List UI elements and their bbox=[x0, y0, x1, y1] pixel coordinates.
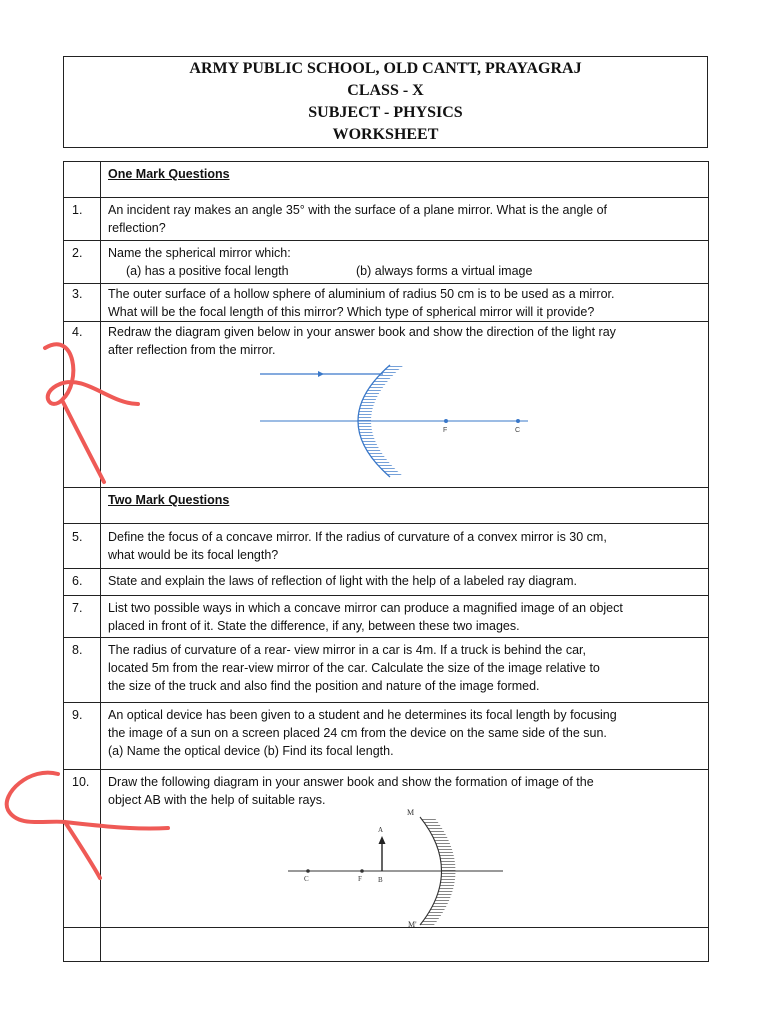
school-name: ARMY PUBLIC SCHOOL, OLD CANTT, PRAYAGRAJ bbox=[189, 60, 582, 77]
table-row bbox=[64, 703, 709, 770]
question-text: what would be its focal length? bbox=[108, 548, 279, 562]
question-text: What will be the focal length of this mirror? Which type of spherical mirror will it provide? bbox=[108, 305, 595, 319]
question-number: 9. bbox=[64, 703, 101, 770]
question-number: 3. bbox=[64, 284, 101, 322]
worksheet-title: WORKSHEET bbox=[332, 126, 439, 143]
option-b: (b) always forms a virtual image bbox=[356, 264, 533, 278]
focus-label: F bbox=[358, 875, 362, 883]
question-text: (a) Name the optical device (b) Find its focal length. bbox=[108, 744, 394, 758]
table-row bbox=[64, 488, 709, 524]
table-row bbox=[64, 322, 709, 488]
subject-title: SUBJECT - PHYSICS bbox=[308, 104, 463, 121]
question-number: 8. bbox=[64, 638, 101, 703]
question-number: 4. bbox=[64, 322, 101, 488]
question-text: An incident ray makes an angle 35° with the surface of a plane mirror. What is the angle of bbox=[108, 203, 608, 217]
question-text: Redraw the diagram given below in your answer book and show the direction of the light ray bbox=[108, 325, 616, 339]
question-text: reflection? bbox=[108, 221, 166, 235]
question-text: Define the focus of a concave mirror. If the radius of curvature of a convex mirror is 30 cm, bbox=[108, 530, 607, 544]
question-text: placed in front of it. State the difference, if any, between these two images. bbox=[108, 619, 520, 633]
question-number: 10. bbox=[64, 770, 101, 928]
question-number: 6. bbox=[64, 569, 101, 596]
section-title-one-mark: One Mark Questions bbox=[108, 167, 230, 181]
question-text: The outer surface of a hollow sphere of aluminium of radius 50 cm is to be used as a mirror. bbox=[108, 287, 615, 301]
table-row bbox=[64, 524, 709, 569]
question-text: State and explain the laws of reflection of light with the help of a labeled ray diagram. bbox=[108, 574, 578, 588]
question-text: located 5m from the rear-view mirror of the car. Calculate the size of the image relative to bbox=[108, 661, 600, 675]
class-title: CLASS - X bbox=[347, 82, 424, 99]
focus-label: F bbox=[443, 427, 448, 434]
question-number: 1. bbox=[64, 198, 101, 241]
object-label-a: A bbox=[378, 826, 384, 834]
table-row bbox=[64, 241, 709, 284]
question-text: An optical device has been given to a student and he determines its focal length by focusing bbox=[108, 708, 617, 722]
question-text: after reflection from the mirror. bbox=[108, 343, 276, 357]
mirror-label-m: M bbox=[407, 809, 415, 817]
object-label-b: B bbox=[378, 876, 383, 884]
table-row bbox=[64, 596, 709, 638]
table-row bbox=[64, 928, 709, 962]
question-text: List two possible ways in which a concave mirror can produce a magnified image of an object bbox=[108, 601, 623, 615]
ray-arrow-icon bbox=[318, 371, 324, 377]
table-row bbox=[64, 162, 709, 198]
table-row bbox=[64, 638, 709, 703]
question-text: Name the spherical mirror which: bbox=[108, 246, 291, 260]
question-text: Draw the following diagram in your answer book and show the formation of image of the bbox=[108, 775, 594, 789]
section-title-two-mark: Two Mark Questions bbox=[108, 493, 230, 507]
question-text: the image of a sun on a screen placed 24 cm from the device on the same side of the sun. bbox=[108, 726, 607, 740]
question-number: 5. bbox=[64, 524, 101, 569]
question-text: the size of the truck and also find the position and nature of the image formed. bbox=[108, 679, 540, 693]
table-row bbox=[64, 770, 709, 928]
convex-mirror-diagram bbox=[108, 809, 708, 927]
object-arrow-icon bbox=[379, 836, 386, 844]
centre-label: C bbox=[304, 875, 309, 883]
concave-mirror-diagram bbox=[108, 359, 708, 484]
option-a: (a) has a positive focal length bbox=[126, 264, 289, 278]
table-row bbox=[64, 198, 709, 241]
questions-table bbox=[63, 161, 709, 962]
mirror-label-m-prime: M' bbox=[408, 920, 417, 927]
centre-label: C bbox=[515, 427, 521, 434]
focus-point bbox=[360, 869, 364, 873]
focus-point bbox=[444, 419, 448, 423]
question-number: 7. bbox=[64, 596, 101, 638]
question-text: object AB with the help of suitable rays. bbox=[108, 793, 326, 807]
table-row bbox=[64, 284, 709, 322]
question-text: The radius of curvature of a rear- view mirror in a car is 4m. If a truck is behind the car, bbox=[108, 643, 586, 657]
question-number: 2. bbox=[64, 241, 101, 284]
worksheet-header bbox=[63, 56, 708, 148]
centre-point bbox=[516, 419, 520, 423]
centre-point bbox=[306, 869, 310, 873]
table-row bbox=[64, 569, 709, 596]
